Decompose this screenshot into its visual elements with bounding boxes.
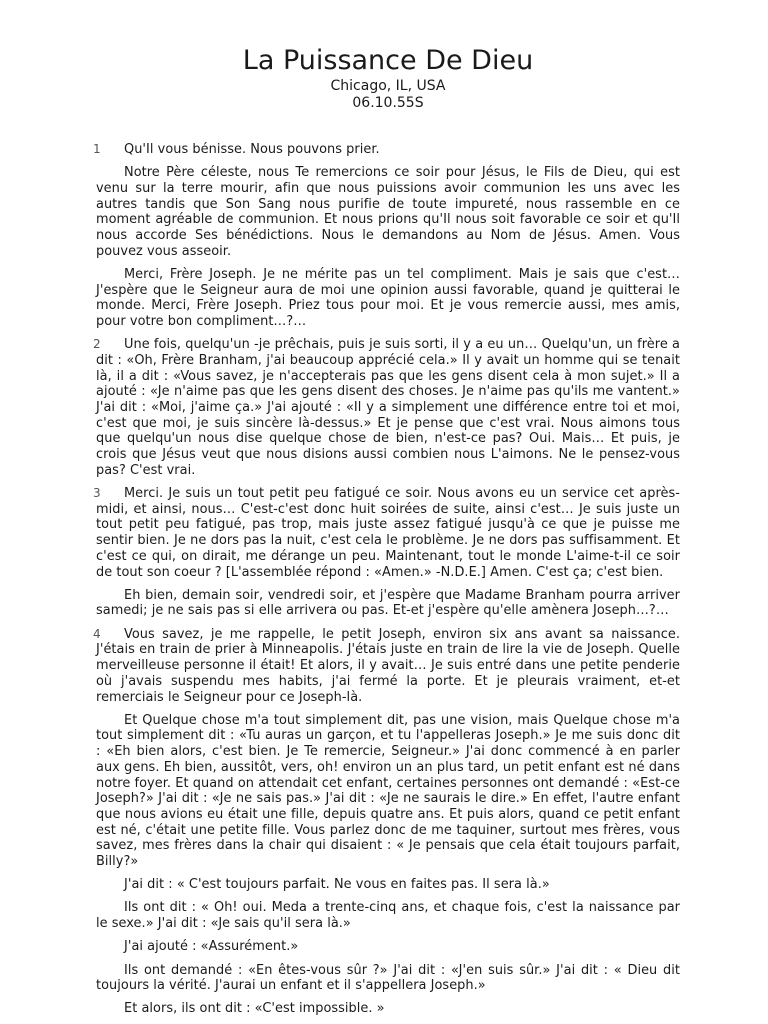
document-title: La Puissance De Dieu xyxy=(242,45,534,76)
sermon-date: 06.10.55S xyxy=(352,95,424,111)
sermon-location: Chicago, IL, USA xyxy=(330,78,446,94)
paragraph xyxy=(96,588,680,619)
paragraph xyxy=(96,267,680,330)
paragraph-text: Merci, Frère Joseph. Je ne mérite pas un tel compliment. Mais je sais que c'est… J'espère que le Seigneur aura de moi une opinion aussi favorable, quand je quitterai le monde. Merci, Frère Joseph. Priez tous pour moi. Et je vous remercie aussi, mes amis, pour votre bon compliment…?… xyxy=(96,266,680,330)
document-body xyxy=(93,142,680,1017)
paragraph-number: 3 xyxy=(93,486,101,501)
paragraph xyxy=(96,963,680,994)
paragraph-text: Qu'Il vous bénisse. Nous pouvons prier. xyxy=(124,142,380,157)
paragraph xyxy=(96,939,680,955)
paragraph-number: 4 xyxy=(93,626,101,641)
paragraph-number: 1 xyxy=(93,142,101,156)
paragraph xyxy=(96,165,680,259)
paragraph-number: 2 xyxy=(93,337,101,352)
paragraph-text: Ils ont dit : « Oh! oui. Meda a trente-cinq ans, et chaque fois, c'est la naissance par le sexe.» J'ai dit : «Je sais qu'il sera là.» xyxy=(96,900,680,932)
paragraph xyxy=(96,1001,680,1017)
paragraph-text: Une fois, quelqu'un -je prêchais, puis je suis sorti, il y a eu un… Quelqu'un, un frère a dit : «Oh, Frère Branham, j'ai beaucoup apprécié cela.» Il y avait un homme qui se tenait là, il a dit : «Vous savez, je n'accepterais pas que les gens disent cela à mon sujet.» Il a ajouté : «Je n'aime pas que les gens disent des choses. Je n'aime pas qu'ils me vantent.» J'ai dit : «Moi, j'aime ça.» J'ai ajouté : «Il y a simplement une différence entre toi et moi, c'est que moi, je suis sincère là-dessus.» Et je pense que c'est vrai. Nous aimons tous que quelqu'un nous dise quelque chose de bien, n'est-ce pas? Oui. Mais… Et puis, je crois que Jésus veut que nous disions aussi combien nous L'aimons. Ne le pensez-vous pas? C'est vrai. xyxy=(96,337,680,478)
paragraph xyxy=(93,486,680,580)
paragraph xyxy=(96,713,680,870)
paragraph xyxy=(96,877,680,893)
paragraph xyxy=(93,626,680,706)
paragraph-text: Et Quelque chose m'a tout simplement dit, pas une vision, mais Quelque chose m'a tout simplement dit : «Tu auras un garçon, et tu l'appelleras Joseph.» Je me suis donc dit : «Eh bien alors, c'est bien. Je Te remercie, Seigneur.» J'ai donc commencé à en parler aux gens. Eh bien, aussitôt, vers, oh! environ un an plus tard, un petit enfant est né dans notre foyer. Et quand on attendait cet enfant, certaines personnes ont demandé : «Est-ce Joseph?» J'ai dit : «Je ne sais pas.» J'ai dit : «Je ne saurais le dire.» En effet, l'autre enfant que nous avions eu était une fille, depuis quatre ans. Et puis alors, quand ce petit enfant est né, c'était une petite fille. Vous parlez donc de me taquiner, surtout mes frères, vous savez, mes frères dans la chair qui disaient : « Je pensais que cela était toujours parfait, Billy?» xyxy=(96,712,680,870)
paragraph-text: Ils ont demandé : «En êtes-vous sûr ?» J'ai dit : «J'en suis sûr.» J'ai dit : « Dieu dit toujours la vérité. J'aurai un enfant et il s'appellera Joseph.» xyxy=(96,962,680,994)
paragraph xyxy=(93,142,680,158)
paragraph-text: Vous savez, je me rappelle, le petit Joseph, environ six ans avant sa naissance. J'étais en train de prier à Minneapolis. J'étais juste en train de lire la vie de Joseph. Quelle merveilleuse personne il était! Et alors, il y avait… Je suis entré dans une petite penderie où j'avais suspendu mes habits, j'ai fermé la porte. Et je pleurais vraiment, et-et remerciais le Seigneur pour ce Joseph-là. xyxy=(96,626,680,705)
paragraph-text: J'ai dit : « C'est toujours parfait. Ne vous en faites pas. Il sera là.» xyxy=(124,877,550,893)
paragraph-text: Eh bien, demain soir, vendredi soir, et j'espère que Madame Branham pourra arriver samedi; je ne sais pas si elle arrivera ou pas. Et-et j'espère qu'elle amènera Joseph…?… xyxy=(96,587,680,619)
document-header xyxy=(96,44,680,112)
paragraph xyxy=(93,337,680,478)
paragraph-text: J'ai ajouté : «Assurément.» xyxy=(124,939,299,955)
paragraph-text: Merci. Je suis un tout petit peu fatigué ce soir. Nous avons eu un service cet après-midi, et ainsi, nous… C'est-c'est donc huit soirées de suite, ainsi c'est… Je suis juste un tout petit peu fatigué, pas trop, mais juste assez fatigué jusqu'à ce que je puisse me sentir bien. Je ne dors pas la nuit, c'est cela le problème. Je ne dors pas suffisamment. Et c'est ce qui, on dirait, me dérange un peu. Maintenant, tout le monde L'aime-t-il ce soir de tout son coeur ? [L'assemblée répond : «Amen.» -N.D.E.] Amen. C'est ça; c'est bien. xyxy=(96,486,680,580)
paragraph-text: Et alors, ils ont dit : «C'est impossible. » xyxy=(124,1001,385,1017)
paragraph xyxy=(96,900,680,931)
paragraph-text: Notre Père céleste, nous Te remercions ce soir pour Jésus, le Fils de Dieu, qui est venu sur la terre mourir, afin que nous puissions avoir communion les uns avec les autres tandis que Son Sang nous purifie de toute impureté, nous rassemble en ce moment agréable de communion. Et nous prions qu'Il nous soit favorable ce soir et qu'Il nous accorde Ses bénédictions. Nous le demandons au Nom de Jésus. Amen. Vous pouvez vous asseoir. xyxy=(96,165,680,259)
